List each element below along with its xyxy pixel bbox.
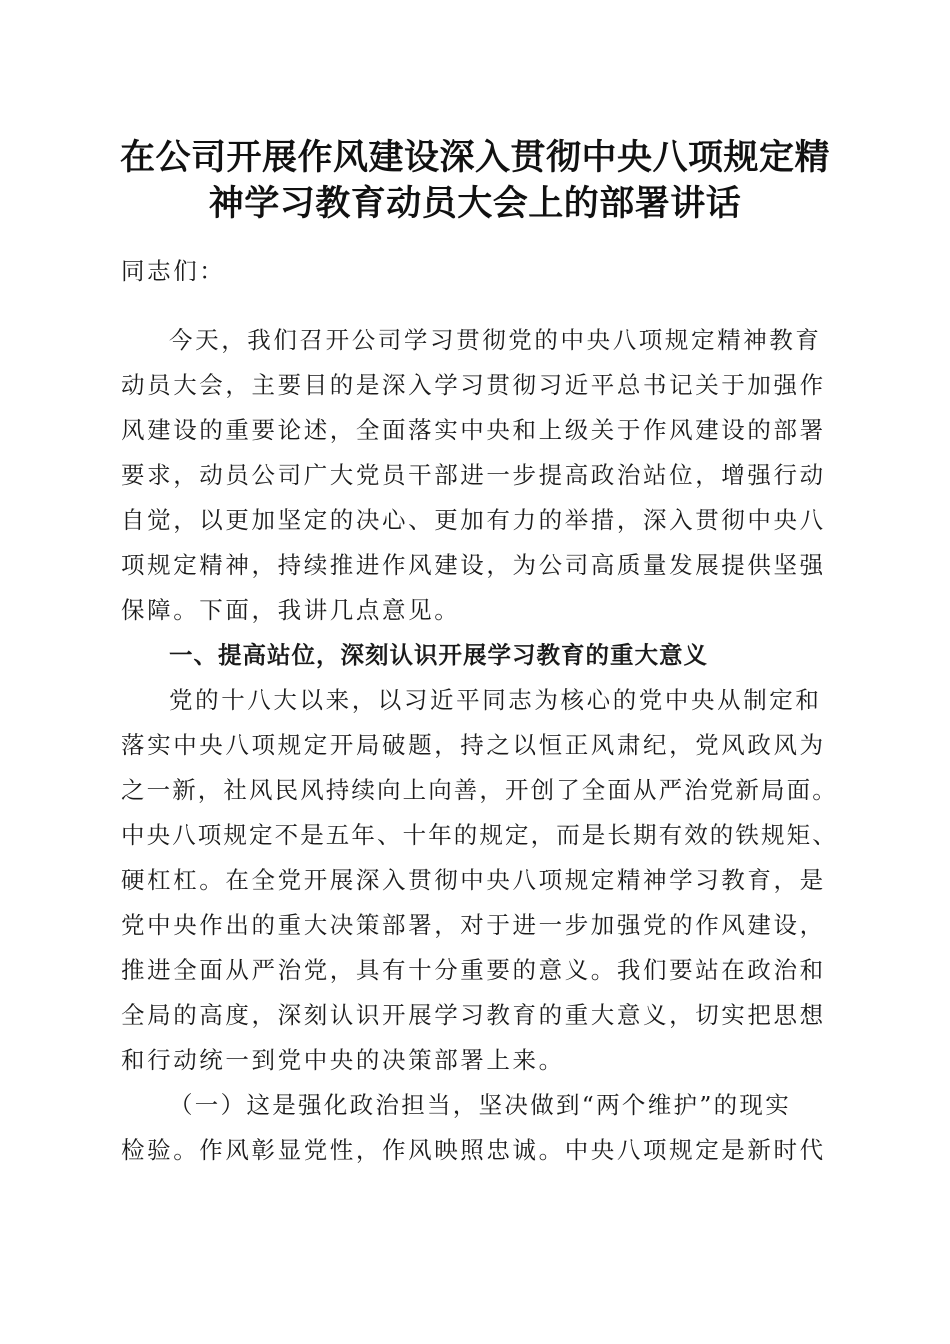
paragraph-line: 硬杠杠。在全党开展深入贯彻中央八项规定精神学习教育，是 <box>121 866 826 894</box>
salutation: 同志们： <box>121 257 226 285</box>
paragraph-line: 中央八项规定不是五年、十年的规定，而是长期有效的铁规矩、 <box>121 821 838 849</box>
paragraph-line: 之一新，社风民风持续向上向善，开创了全面从严治党新局面。 <box>121 776 838 804</box>
document-title-line-2: 神学习教育动员大会上的部署讲话 <box>208 184 742 224</box>
paragraph-line: 落实中央八项规定开局破题，持之以恒正风肃纪，党风政风为 <box>121 731 826 759</box>
paragraph-line: 风建设的重要论述，全面落实中央和上级关于作风建设的部署 <box>121 416 826 444</box>
paragraph-line: 项规定精神，持续推进作风建设，为公司高质量发展提供坚强 <box>121 551 826 579</box>
paragraph-line: 今天，我们召开公司学习贯彻党的中央八项规定精神教育 <box>169 326 822 354</box>
document-title-line-1: 在公司开展作风建设深入贯彻中央八项规定精 <box>119 138 830 178</box>
paragraph-line: 检验。作风彰显党性，作风映照忠诚。中央八项规定是新时代 <box>121 1136 826 1164</box>
paragraph-line: 全局的高度，深刻认识开展学习教育的重大意义，切实把思想 <box>121 1001 826 1029</box>
paragraph-line: 推进全面从严治党，具有十分重要的意义。我们要站在政治和 <box>121 956 826 984</box>
subsection-line: （一）这是强化政治担当，坚决做到“两个维护”的现实 <box>169 1091 792 1119</box>
paragraph-line: 自觉，以更加坚定的决心、更加有力的举措，深入贯彻中央八 <box>121 506 826 534</box>
paragraph-line: 党的十八大以来，以习近平同志为核心的党中央从制定和 <box>169 686 822 714</box>
section-heading: 一、提高站位，深刻认识开展学习教育的重大意义 <box>169 641 708 669</box>
paragraph-line: 动员大会，主要目的是深入学习贯彻习近平总书记关于加强作 <box>121 371 826 399</box>
paragraph-line: 保障。下面，我讲几点意见。 <box>121 596 461 624</box>
paragraph-line: 和行动统一到党中央的决策部署上来。 <box>121 1046 565 1074</box>
paragraph-line: 党中央作出的重大决策部署，对于进一步加强党的作风建设， <box>121 911 826 939</box>
paragraph-line: 要求，动员公司广大党员干部进一步提高政治站位，增强行动 <box>121 461 826 489</box>
